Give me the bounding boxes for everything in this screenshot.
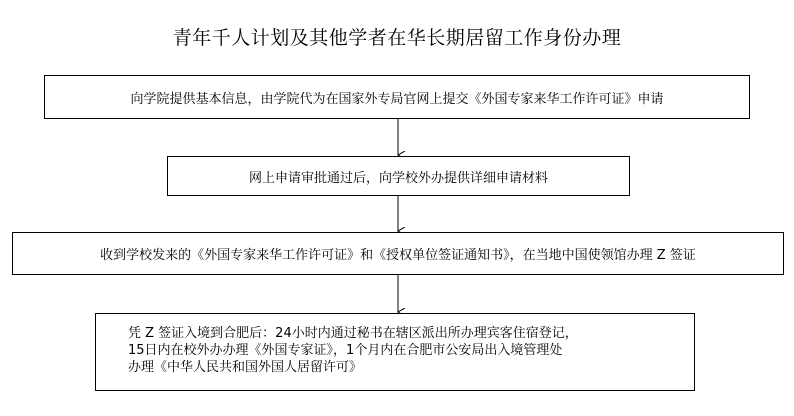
step-4-line-2: 15日内在校外办办理《外国专家证》，1个月内在合肥市公安局出入境管理处 <box>128 343 563 358</box>
step-3-text: 收到学校发来的《外国专家来华工作许可证》和《授权单位签证通知书》，在当地中国使领馆办理 Z 签证 <box>100 248 696 263</box>
step-2-text: 网上申请审批通过后，向学校外办提供详细申请材料 <box>248 170 548 186</box>
step-box-1 <box>44 75 750 119</box>
step-box-4 <box>95 313 695 391</box>
page-title: 青年千人计划及其他学者在华长期居留工作身份办理 <box>172 27 622 49</box>
step-1-text: 向学院提供基本信息，由学院代为在国家外专局官网上提交《外国专家来华工作许可证》申请 <box>130 91 664 107</box>
step-4-line-1: 凭 Z 签证入境到合肥后：24小时内通过秘书在辖区派出所办理宾客住宿登记， <box>128 326 578 341</box>
step-4-line-3: 办理《中华人民共和国外国人居留许可》 <box>128 360 363 375</box>
step-box-2 <box>167 156 630 196</box>
step-box-3 <box>12 232 784 275</box>
